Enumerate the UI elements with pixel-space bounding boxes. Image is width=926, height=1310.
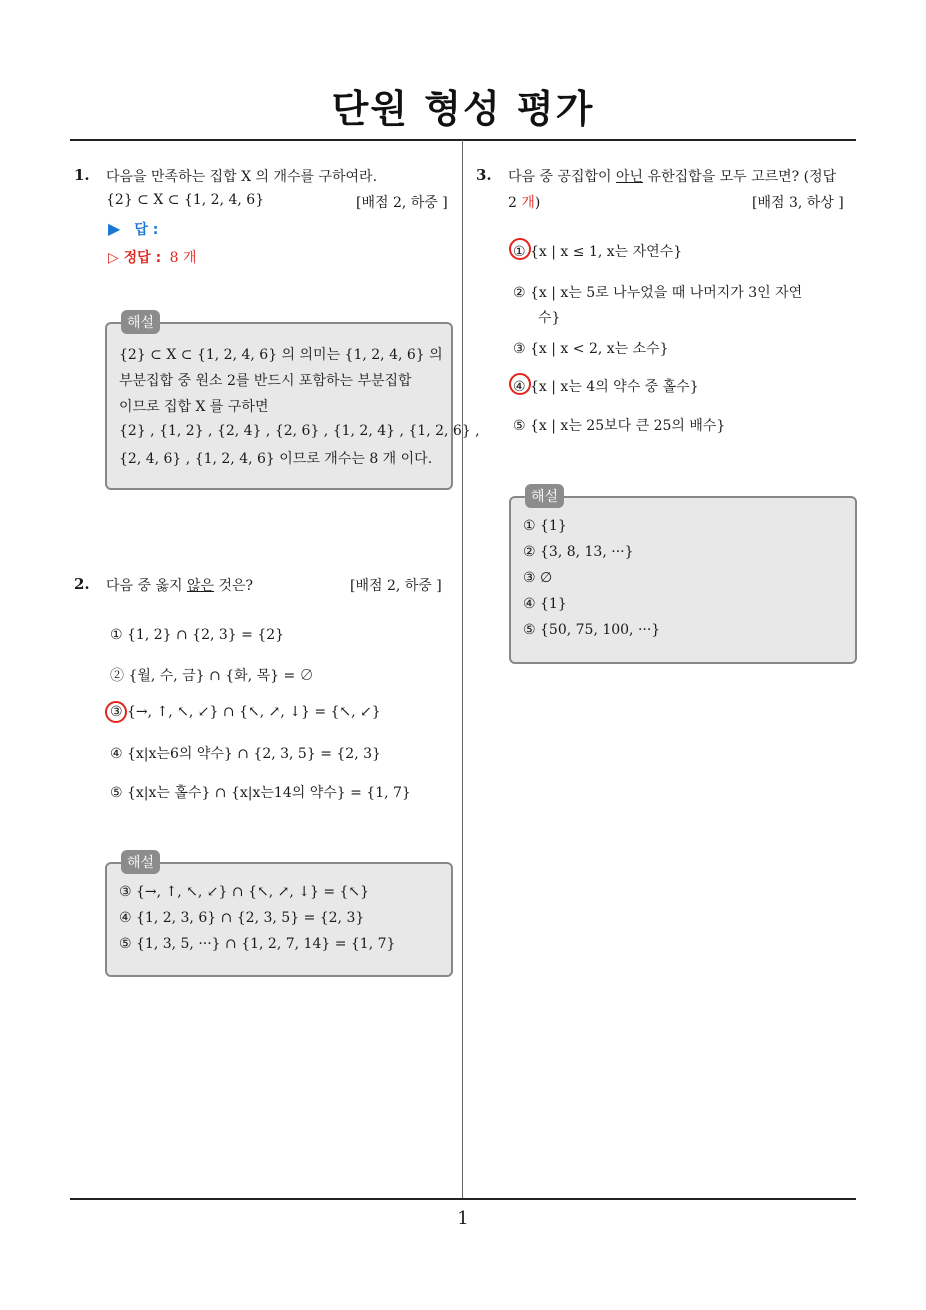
q3-solution-line: ⑤ {50, 75, 100, ···}: [523, 622, 661, 638]
q3-option-4[interactable]: ④ {x | x는 4의 약수 중 홀수}: [513, 379, 699, 395]
q1-condition: {2} ⊂ X ⊂ {1, 2, 4, 6}: [106, 192, 265, 208]
selected-answer-circle: [509, 238, 531, 260]
q3-option-5[interactable]: ⑤ {x | x는 25보다 큰 25의 배수}: [513, 418, 726, 434]
q1-solution-line: 이므로 집합 X 를 구하면: [119, 399, 269, 415]
q2-meta: [배점 2, 하중 ]: [350, 578, 442, 594]
q2-text: [106, 575, 253, 595]
q3-text-after: 유한집합을 모두 고르면? (정답: [643, 169, 837, 185]
q3-text-underline: 아닌: [616, 169, 644, 185]
q1-solution-line: {2, 4, 6} , {1, 2, 4, 6} 이므로 개수는 8 개 이다.: [119, 451, 433, 467]
page-title: 단원 형성 평가: [331, 87, 595, 131]
q3-text-before: 다음 중 공집합이: [508, 169, 617, 185]
q3-option-2[interactable]: ② {x | x는 5로 나누었을 때 나머지가 3인 자연: [513, 285, 803, 301]
q1-correct-row: [108, 247, 197, 267]
q3-meta: [배점 3, 하상 ]: [752, 195, 844, 211]
selected-answer-circle: [509, 373, 531, 395]
q2-text-after: 것은?: [214, 578, 254, 594]
q3-option-2-cont: 수}: [538, 310, 561, 326]
q3-answer-unit: 개: [521, 195, 535, 211]
q2-option-5[interactable]: ⑤ {x|x는 홀수} ∩ {x|x는14의 약수} = {1, 7}: [110, 785, 411, 801]
q3-solution-box: [509, 489, 857, 664]
q3-text: [508, 166, 836, 186]
q1-solution-tag: 해설: [121, 310, 160, 334]
q2-option-3[interactable]: ③ {→, ↑, ↖, ↙} ∩ {↖, ↗, ↓} = {↖, ↙}: [110, 704, 381, 720]
q3-text-line2: [508, 192, 540, 212]
q2-solution-box: [105, 855, 453, 977]
q1-number: 1.: [74, 166, 90, 184]
q3-solution-tag: 해설: [525, 484, 564, 508]
q1-meta: [배점 2, 하중 ]: [356, 195, 448, 211]
top-rule: [70, 139, 856, 141]
q2-option-4[interactable]: ④ {x|x는6의 약수} ∩ {2, 3, 5} = {2, 3}: [110, 746, 381, 762]
q3-text-end: ): [534, 195, 541, 211]
q1-solution-line: {2} ⊂ X ⊂ {1, 2, 4, 6} 의 의미는 {1, 2, 4, 6} 의: [119, 347, 443, 363]
q1-solution-line: {2} , {1, 2} , {2, 4} , {2, 6} , {1, 2, 4} , {1, 2, 6} ,: [119, 423, 480, 439]
q2-solution-line: ⑤ {1, 3, 5, ···} ∩ {1, 2, 7, 14} = {1, 7}: [119, 936, 396, 952]
q2-option-2[interactable]: ② {월, 수, 금} ∩ {화, 목} = ∅: [110, 668, 314, 684]
q3-solution-line: ② {3, 8, 13, ···}: [523, 544, 634, 560]
q3-solution-line: ④ {1}: [523, 596, 567, 612]
q1-text: 다음을 만족하는 집합 X 의 개수를 구하여라.: [106, 169, 378, 185]
q3-answer-count: 2: [508, 195, 522, 211]
q3-solution-line: ① {1}: [523, 518, 567, 534]
q2-text-before: 다음 중 옳지: [106, 578, 187, 594]
q1-solution-line: 부분집합 중 원소 2를 반드시 포함하는 부분집합: [119, 373, 412, 389]
q2-solution-tag: 해설: [121, 850, 160, 874]
q3-solution-line: ③ ∅: [523, 570, 553, 586]
bottom-rule: [70, 1198, 856, 1200]
play-icon: ▶: [108, 219, 121, 238]
selected-answer-circle: [105, 701, 127, 723]
page-number: 1: [457, 1208, 469, 1229]
q3-option-3[interactable]: ③ {x | x < 2, x는 소수}: [513, 341, 669, 357]
q1-correct-value: 8 개: [169, 250, 197, 266]
q1-answer-label: 답 :: [134, 222, 159, 238]
q3-option-1[interactable]: ① {x | x ≤ 1, x는 자연수}: [513, 244, 683, 260]
q2-solution-line: ③ {→, ↑, ↖, ↙} ∩ {↖, ↗, ↓} = {↖}: [119, 884, 370, 900]
q2-text-underline: 않은: [186, 578, 215, 594]
q2-number: 2.: [74, 575, 90, 593]
q1-answer-row[interactable]: [108, 219, 158, 239]
q2-solution-line: ④ {1, 2, 3, 6} ∩ {2, 3, 5} = {2, 3}: [119, 910, 365, 926]
q2-option-1[interactable]: ① {1, 2} ∩ {2, 3} = {2}: [110, 627, 285, 643]
q3-number: 3.: [476, 166, 492, 184]
outline-play-icon: ▷: [108, 250, 124, 266]
column-divider: [462, 140, 463, 1199]
q1-correct-label: 정답 :: [123, 250, 162, 266]
q1-solution-box: [105, 315, 480, 490]
